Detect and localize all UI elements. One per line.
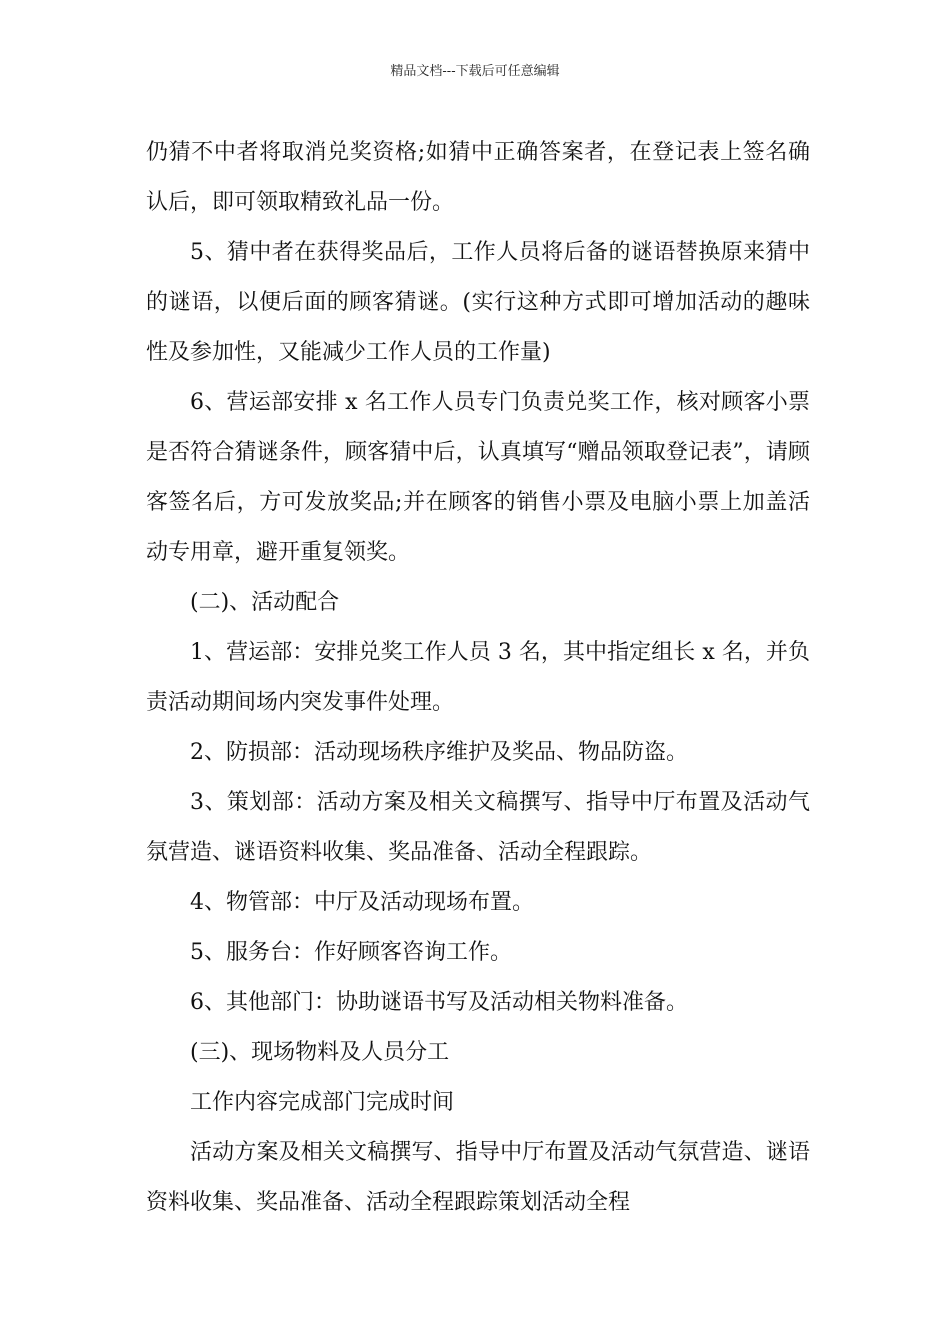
paragraph-operations-dept: 1、营运部：安排兑奖工作人员 3 名，其中指定组长 x 名，并负责活动期间场内突发事件处理。: [146, 640, 810, 715]
paragraph-item-6: 6、营运部安排 x 名工作人员专门负责兑奖工作，核对顾客小票是否符合猜谜条件，顾客猜中后，认真填写“赠品领取登记表”，请顾客签名后，方可发放奖品;并在顾客的销售小票及电脑小票上加盖活动专用章，避开重复领奖。: [146, 390, 810, 565]
section-heading-materials-staffing: (三)、现场物料及人员分工: [190, 1040, 450, 1065]
paragraph-table-header: 工作内容完成部门完成时间: [190, 1090, 455, 1115]
paragraph-item-5: 5、猜中者在获得奖品后，工作人员将后备的谜语替换原来猜中的谜语，以便后面的顾客猜谜。(实行这种方式即可增加活动的趣味性及参加性，又能减少工作人员的工作量): [146, 240, 810, 365]
paragraph-property-dept: 4、物管部：中厅及活动现场布置。: [190, 890, 534, 915]
page-header: 精品文档---下载后可任意编辑: [390, 64, 560, 79]
paragraph-other-depts: 6、其他部门：协助谜语书写及活动相关物料准备。: [190, 990, 688, 1015]
section-heading-activity-coordination: (二)、活动配合: [190, 590, 340, 615]
paragraph-loss-prevention-dept: 2、防损部：活动现场秩序维护及奖品、物品防盗。: [190, 740, 688, 765]
paragraph-continuation: 仍猜不中者将取消兑奖资格;如猜中正确答案者，在登记表上签名确认后，即可领取精致礼品一份。: [146, 140, 810, 215]
paragraph-table-row: 活动方案及相关文稿撰写、指导中厅布置及活动气氛营造、谜语资料收集、奖品准备、活动全程跟踪策划活动全程: [146, 1140, 810, 1215]
document-body: [146, 128, 810, 1228]
paragraph-planning-dept: 3、策划部：活动方案及相关文稿撰写、指导中厅布置及活动气氛营造、谜语资料收集、奖品准备、活动全程跟踪。: [146, 790, 810, 865]
paragraph-service-desk: 5、服务台：作好顾客咨询工作。: [190, 940, 512, 965]
